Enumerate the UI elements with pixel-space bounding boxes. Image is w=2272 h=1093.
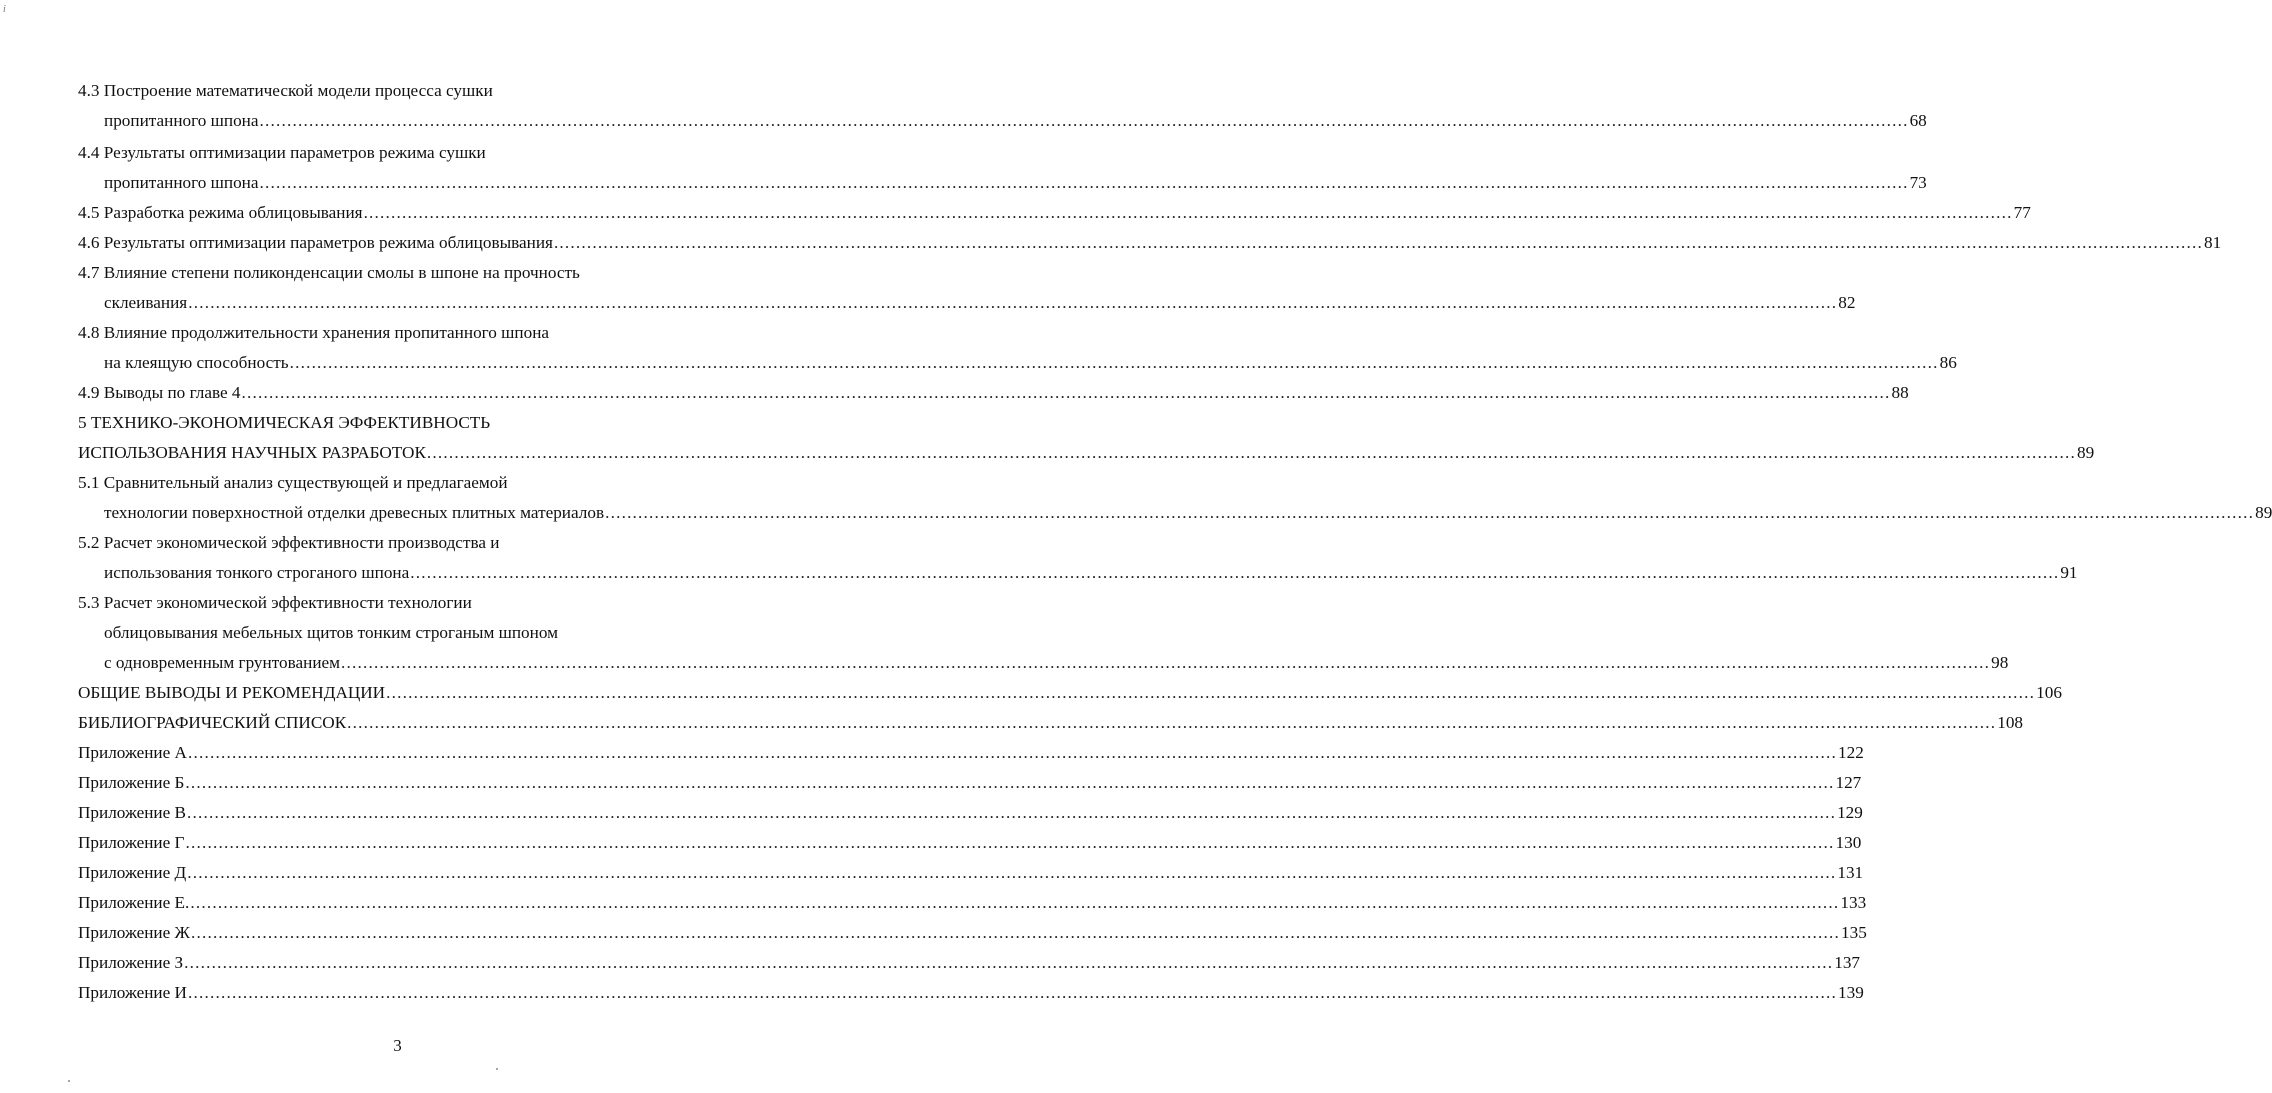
- toc-entry-page: 88: [1891, 383, 1909, 402]
- toc-entry-text: Приложение Г: [78, 833, 185, 852]
- toc-entry-4-4[interactable]: [104, 170, 1927, 196]
- toc-entry-4-7-title: [78, 260, 778, 286]
- toc-entry-conclusions[interactable]: [78, 680, 2062, 706]
- leader-dots: ............................................................................................................................................................................................................................................................................................................: [341, 653, 1991, 672]
- toc-entry-4-3[interactable]: [104, 108, 1927, 134]
- leader-dots: ............................................................................................................................................................................................................................................................................................................: [259, 111, 1909, 130]
- toc-entry-appendix-i[interactable]: [78, 980, 1864, 1006]
- leader-dots: ............................................................................................................................................................................................................................................................................................................: [190, 893, 1840, 912]
- toc-entry-4-7[interactable]: [104, 290, 1856, 316]
- toc-entry-5-1[interactable]: [104, 500, 2272, 526]
- leader-dots: ............................................................................................................................................................................................................................................................................................................: [185, 833, 1835, 852]
- toc-entry-appendix-g[interactable]: [78, 830, 1862, 856]
- toc-entry-text: Приложение Е.: [78, 893, 190, 912]
- toc-entry-page: 137: [1834, 953, 1860, 972]
- toc-entry-page: 82: [1838, 293, 1856, 312]
- toc-entry-text: 4.3 Построение математической модели процесса сушки: [78, 81, 493, 100]
- toc-entry-text: использования тонкого строганого шпона: [104, 563, 410, 582]
- toc-entry-appendix-b[interactable]: [78, 770, 1862, 796]
- toc-entry-text: Приложение И: [78, 983, 187, 1002]
- toc-entry-page: 77: [2013, 203, 2031, 222]
- leader-dots: ............................................................................................................................................................................................................................................................................................................: [187, 743, 1838, 762]
- toc-entry-text: 5 ТЕХНИКО-ЭКОНОМИЧЕСКАЯ ЭФФЕКТИВНОСТЬ: [78, 413, 491, 432]
- leader-dots: ............................................................................................................................................................................................................................................................................................................: [410, 563, 2060, 582]
- leader-dots: ............................................................................................................................................................................................................................................................................................................: [386, 683, 2036, 702]
- toc-entry-page: 73: [1909, 173, 1927, 192]
- toc-entry-4-5[interactable]: [78, 200, 2031, 226]
- leader-dots: ............................................................................................................................................................................................................................................................................................................: [363, 203, 2013, 222]
- toc-entry-text: ИСПОЛЬЗОВАНИЯ НАУЧНЫХ РАЗРАБОТОК: [78, 443, 426, 462]
- toc-entry-page: 131: [1837, 863, 1864, 882]
- toc-entry-page: 91: [2060, 563, 2078, 582]
- toc-entry-page: 133: [1840, 893, 1867, 912]
- leader-dots: ............................................................................................................................................................................................................................................................................................................: [289, 353, 1939, 372]
- toc-entry-text: на клеящую способность: [104, 353, 289, 372]
- toc-entry-4-6[interactable]: [78, 230, 2222, 256]
- leader-dots: ............................................................................................................................................................................................................................................................................................................: [187, 863, 1837, 882]
- toc-entry-text: пропитанного шпона: [104, 173, 259, 192]
- toc-entry-page: 130: [1835, 833, 1862, 852]
- corner-mark: i: [3, 4, 6, 15]
- toc-entry-page: 106: [2036, 683, 2062, 702]
- toc-entry-text: 4.9 Выводы по главе 4: [78, 383, 241, 402]
- toc-entry-page: 89: [2255, 503, 2272, 522]
- toc-entry-page: 86: [1939, 353, 1957, 372]
- leader-dots: ............................................................................................................................................................................................................................................................................................................: [347, 713, 1997, 732]
- toc-entry-5-2-title: [78, 530, 778, 556]
- page-number: 3: [393, 1036, 402, 1055]
- toc-entry-appendix-e[interactable]: [78, 890, 1867, 916]
- toc-entry-appendix-v[interactable]: [78, 800, 1863, 826]
- toc-entry-page: 135: [1841, 923, 1867, 942]
- toc-entry-page: 108: [1997, 713, 2024, 732]
- leader-dots: ............................................................................................................................................................................................................................................................................................................: [185, 773, 1835, 792]
- toc-entry-text: БИБЛИОГРАФИЧЕСКИЙ СПИСОК: [78, 713, 347, 732]
- toc-entry-page: 68: [1909, 111, 1927, 130]
- scan-speck: [496, 1068, 498, 1070]
- toc-entry-5-2[interactable]: [104, 560, 2078, 586]
- toc-entry-4-4-title: [78, 140, 778, 166]
- toc-entry-text: Приложение Б: [78, 773, 185, 792]
- toc-entry-text: 4.6 Результаты оптимизации параметров режима облицовывания: [78, 233, 553, 252]
- toc-entry-text: Приложение З: [78, 953, 184, 972]
- leader-dots: ............................................................................................................................................................................................................................................................................................................: [241, 383, 1891, 402]
- toc-entry-text: Приложение А: [78, 743, 187, 762]
- leader-dots: ............................................................................................................................................................................................................................................................................................................: [605, 503, 2255, 522]
- toc-entry-text: Приложение Ж: [78, 923, 190, 942]
- toc-entry-text: облицовывания мебельных щитов тонким строганым шпоном: [104, 623, 558, 642]
- toc-entry-text: 4.7 Влияние степени поликонденсации смолы в шпоне на прочность: [78, 263, 580, 282]
- toc-entry-4-3-title: [78, 78, 778, 104]
- scan-speck: [68, 1080, 70, 1082]
- leader-dots: ............................................................................................................................................................................................................................................................................................................: [553, 233, 2203, 252]
- leader-dots: ............................................................................................................................................................................................................................................................................................................: [184, 953, 1834, 972]
- toc-entry-text: 4.4 Результаты оптимизации параметров режима сушки: [78, 143, 486, 162]
- toc-entry-4-8-title: [78, 320, 778, 346]
- toc-entry-5-1-title: [78, 470, 778, 496]
- toc-entry-text: ОБЩИЕ ВЫВОДЫ И РЕКОМЕНДАЦИИ: [78, 683, 386, 702]
- toc-entry-5-3[interactable]: [104, 650, 2009, 676]
- leader-dots: ............................................................................................................................................................................................................................................................................................................: [187, 803, 1837, 822]
- toc-entry-appendix-zh[interactable]: [78, 920, 1867, 946]
- toc-entry-page: 127: [1835, 773, 1862, 792]
- toc-entry-text: Приложение В: [78, 803, 187, 822]
- toc-entry-text: 5.3 Расчет экономической эффективности технологии: [78, 593, 472, 612]
- toc-entry-text: 4.5 Разработка режима облицовывания: [78, 203, 363, 222]
- toc-entry-text: 4.8 Влияние продолжительности хранения пропитанного шпона: [78, 323, 550, 342]
- toc-entry-text: 5.1 Сравнительный анализ существующей и предлагаемой: [78, 473, 508, 492]
- toc-entry-5-title: [78, 410, 778, 436]
- leader-dots: ............................................................................................................................................................................................................................................................................................................: [190, 923, 1841, 942]
- toc-entry-text: склеивания: [104, 293, 188, 312]
- toc-entry-5-3-title-cont: [104, 620, 784, 646]
- leader-dots: ............................................................................................................................................................................................................................................................................................................: [426, 443, 2076, 462]
- toc-entry-bibliography[interactable]: [78, 710, 2024, 736]
- toc-entry-text: Приложение Д: [78, 863, 187, 882]
- toc-entry-page: 81: [2204, 233, 2222, 252]
- leader-dots: ............................................................................................................................................................................................................................................................................................................: [259, 173, 1909, 192]
- toc-entry-appendix-d[interactable]: [78, 860, 1864, 886]
- toc-entry-4-9[interactable]: [78, 380, 1909, 406]
- toc-entry-page: 139: [1838, 983, 1864, 1002]
- toc-entry-text: 5.2 Расчет экономической эффективности производства и: [78, 533, 500, 552]
- toc-entry-text: пропитанного шпона: [104, 111, 259, 130]
- leader-dots: ............................................................................................................................................................................................................................................................................................................: [187, 983, 1838, 1002]
- toc-entry-5-3-title: [78, 590, 778, 616]
- toc-entry-page: 129: [1837, 803, 1863, 822]
- toc-entry-4-8[interactable]: [104, 350, 1957, 376]
- toc-entry-page: 89: [2076, 443, 2095, 462]
- toc-entry-5[interactable]: [78, 440, 2095, 466]
- toc-entry-page: 122: [1838, 743, 1864, 762]
- toc-entry-text: технологии поверхностной отделки древесных плитных материалов: [104, 503, 605, 522]
- toc-entry-appendix-z[interactable]: [78, 950, 1860, 976]
- leader-dots: ............................................................................................................................................................................................................................................................................................................: [188, 293, 1838, 312]
- toc-entry-appendix-a[interactable]: [78, 740, 1864, 766]
- toc-entry-page: 98: [1991, 653, 2009, 672]
- toc-entry-text: с одновременным грунтованием: [104, 653, 341, 672]
